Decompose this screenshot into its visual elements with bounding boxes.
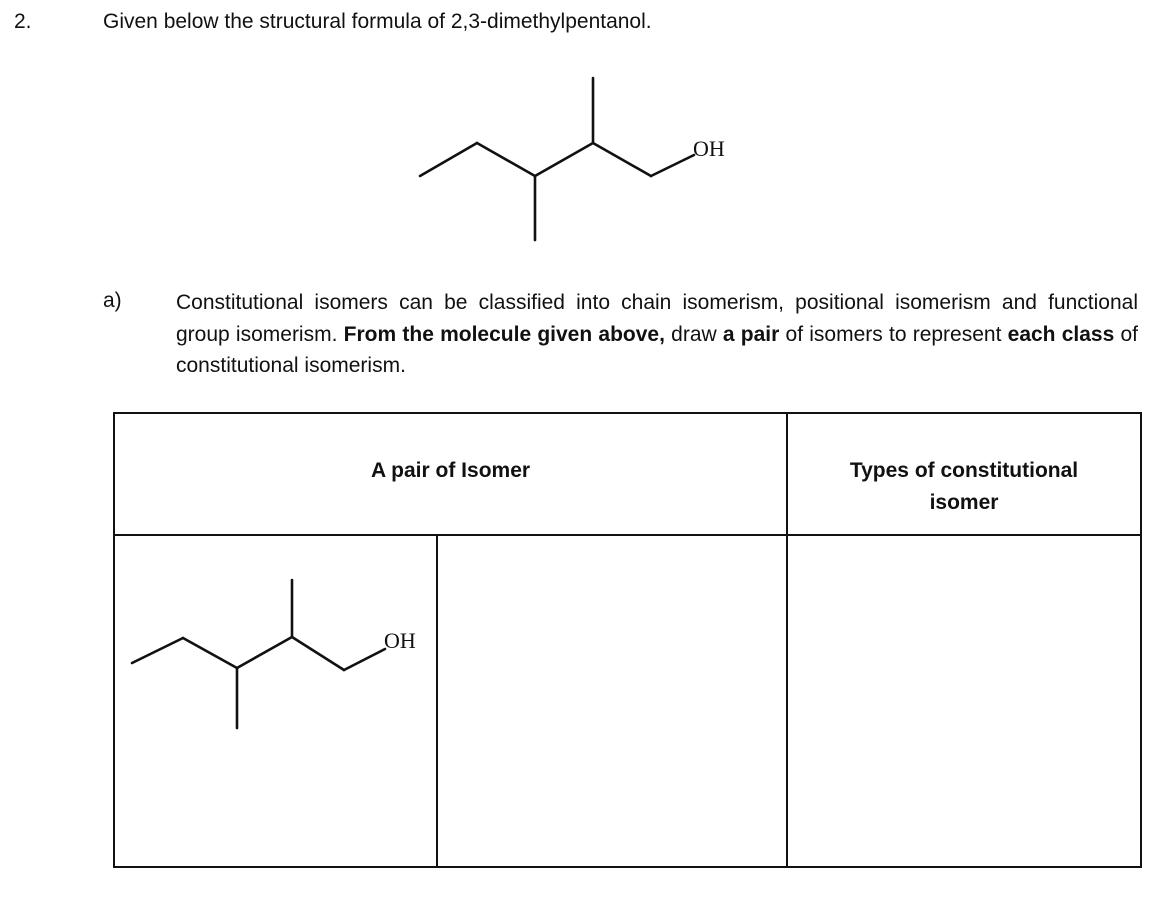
structural-formula-table <box>122 570 432 740</box>
header-types-of-isomer <box>788 455 1140 519</box>
bond <box>237 637 292 668</box>
table-border-right <box>1140 412 1142 868</box>
structural-formula-top <box>410 70 750 250</box>
bond <box>420 143 477 176</box>
bond <box>132 638 183 663</box>
answer-cell-type[interactable] <box>788 536 1140 866</box>
bond <box>183 638 237 668</box>
bond <box>344 649 385 670</box>
header-pair-of-isomer: A pair of Isomer <box>370 459 531 482</box>
answer-cell-isomer-2[interactable] <box>438 536 786 866</box>
bond <box>535 143 593 176</box>
part-a-text: Constitutional isomers can be classified into chain isomerism, positional isomerism and functional group isomerism. From the molecule given above, draw a pair of isomers to represent each class of constitutional isomerism. <box>176 291 1139 377</box>
hydroxyl-label: OH <box>384 628 416 653</box>
bond <box>593 143 651 176</box>
header-types-line-1: Types of constitutional <box>849 459 1079 482</box>
bond <box>477 143 535 176</box>
part-a-label: a) <box>103 289 122 312</box>
question-intro: Given below the structural formula of 2,3-dimethylpentanol. <box>103 10 652 33</box>
hydroxyl-label: OH <box>693 136 725 161</box>
table-border-bottom <box>113 866 1142 868</box>
bond <box>651 155 694 176</box>
header-types-line-2: isomer <box>929 491 999 514</box>
table-border-top <box>113 412 1142 414</box>
question-number: 2. <box>14 10 32 33</box>
bond <box>292 637 344 670</box>
